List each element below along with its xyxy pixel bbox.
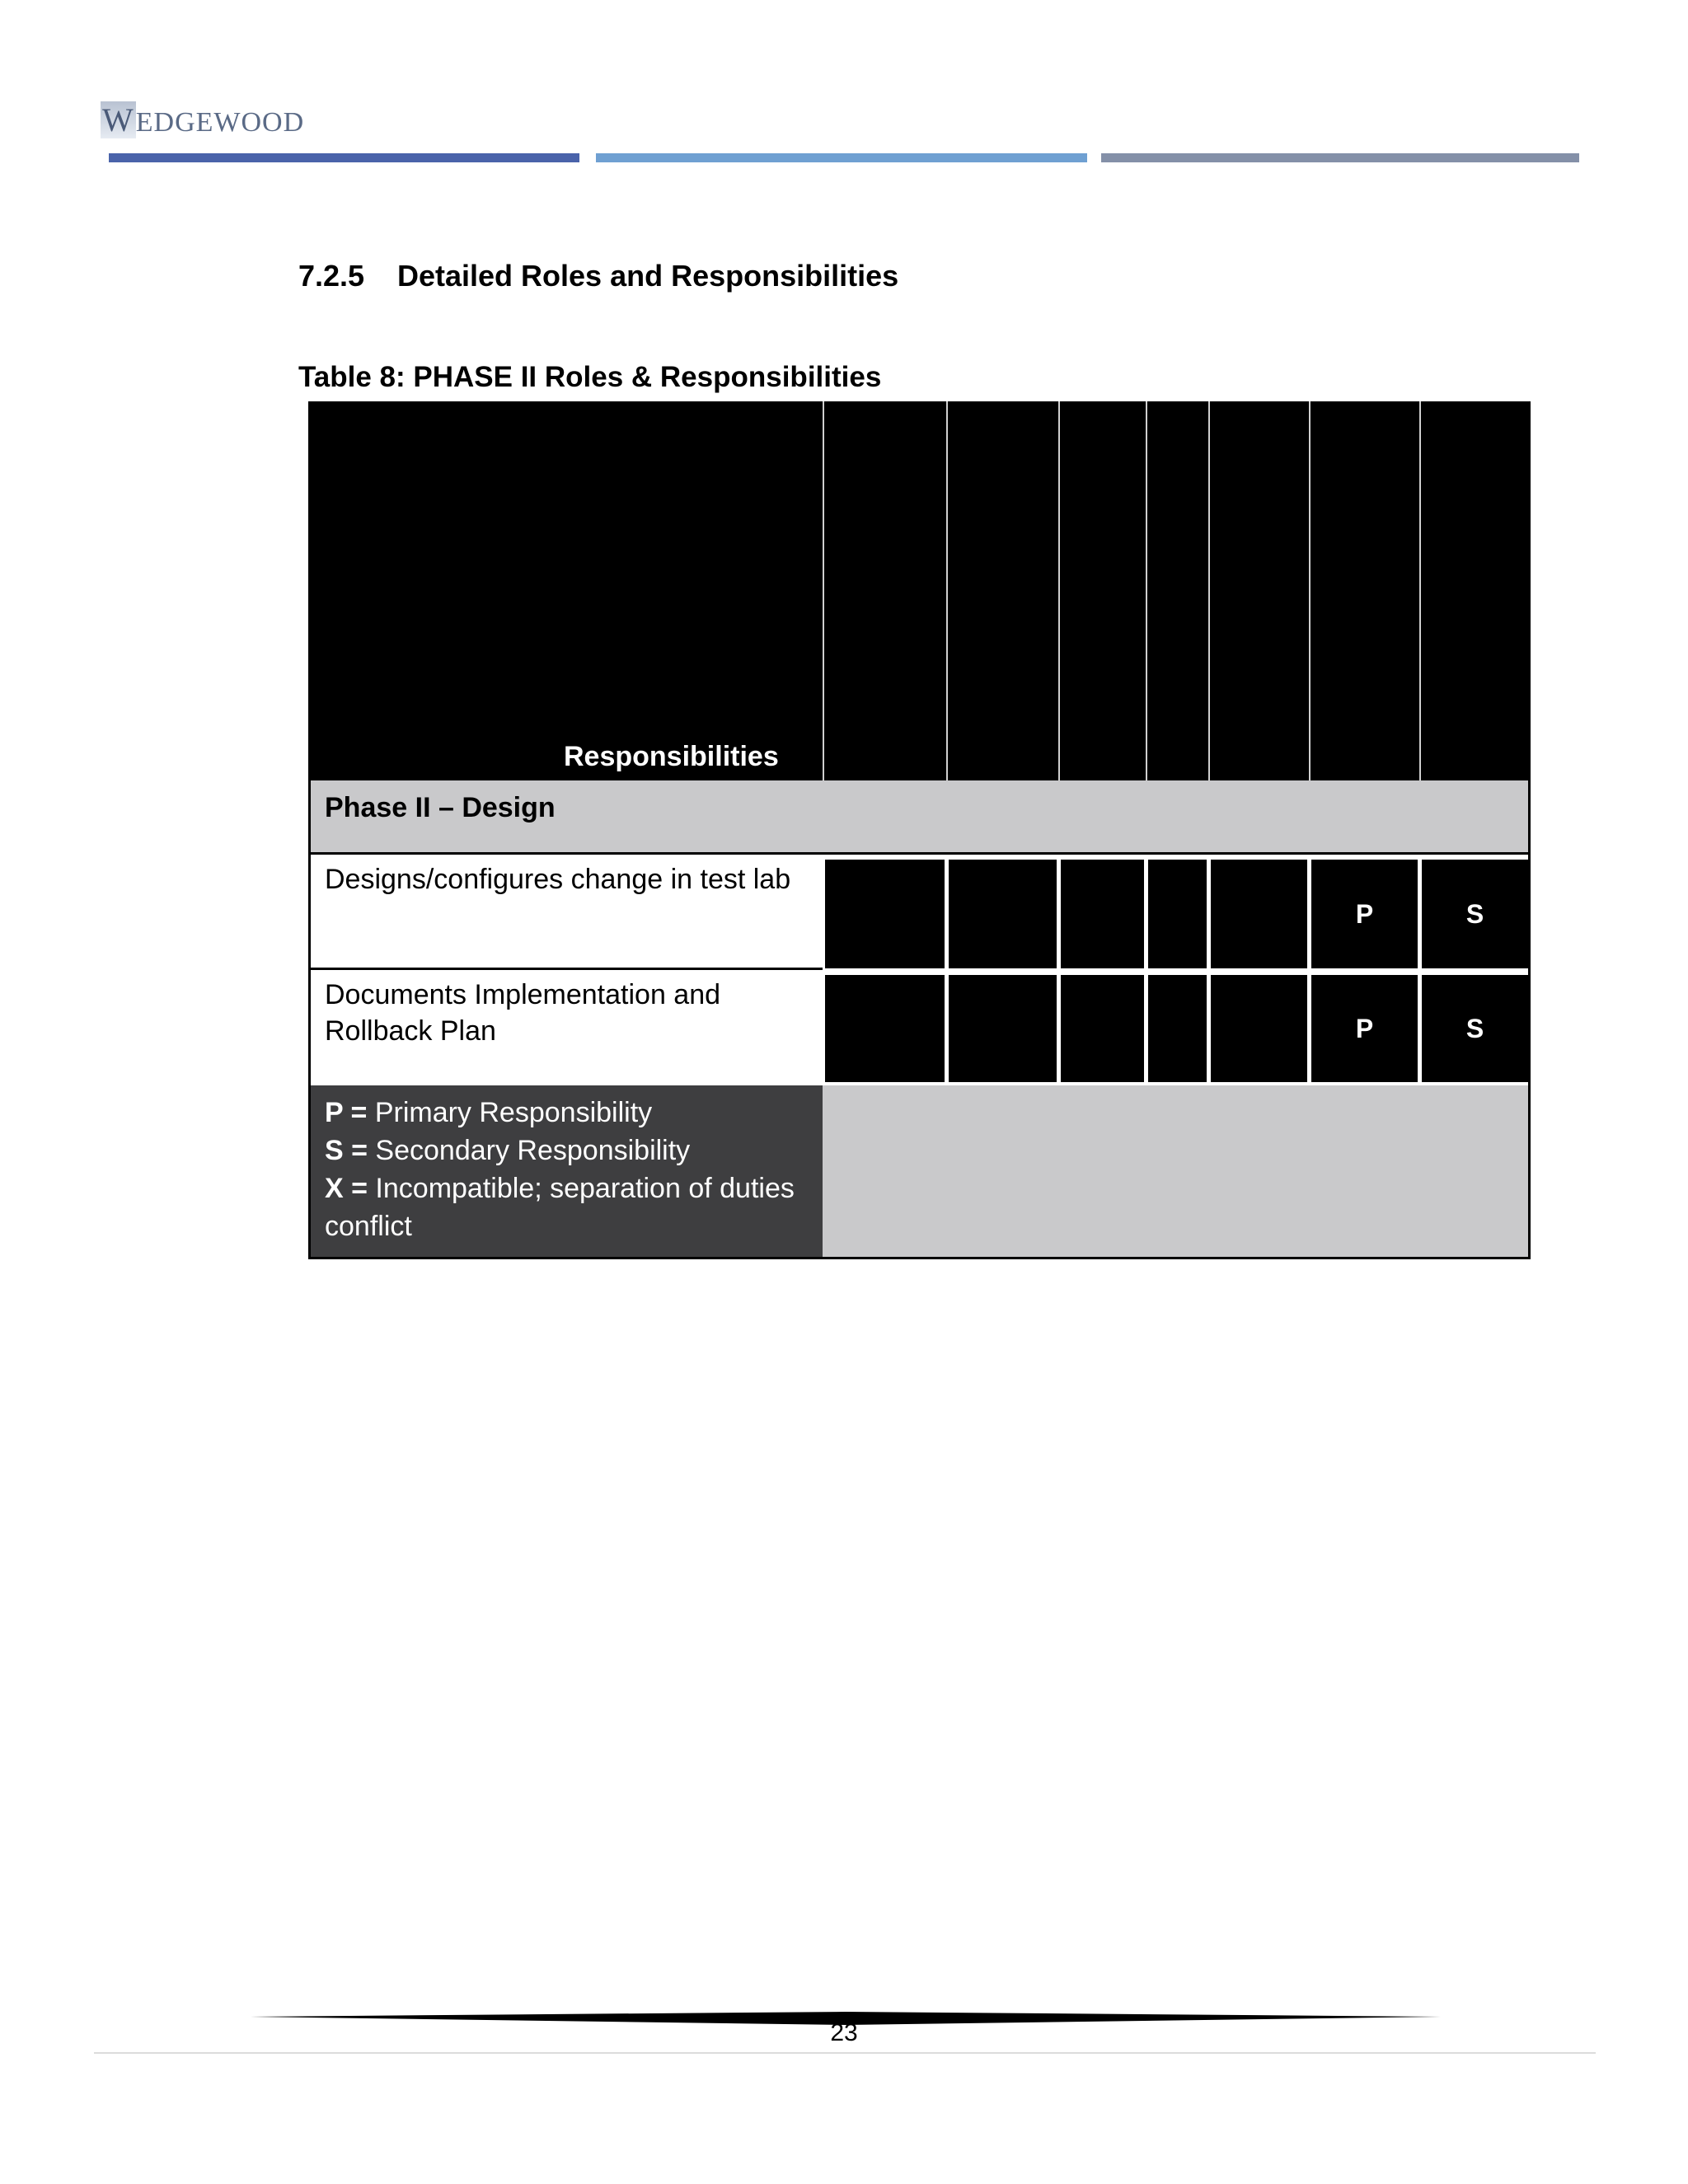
legend-item-incompatible [325, 1169, 819, 1207]
row-text-line: Documents Implementation and [325, 979, 721, 1010]
header-divider [823, 401, 824, 780]
header-rule-3 [1101, 153, 1579, 162]
legend-item-primary [325, 1094, 819, 1132]
table-left-border [308, 780, 311, 1259]
header-divider [1419, 401, 1421, 780]
table-caption: Table 8: PHASE II Roles & Responsibilities [298, 361, 882, 393]
table-header [308, 401, 1531, 780]
logo-initial: W [102, 101, 134, 138]
table-cell [1148, 975, 1207, 1082]
legend-key: P = [325, 1097, 368, 1128]
responsibilities-header: Responsibilities [564, 741, 779, 772]
header-divider [1146, 401, 1147, 780]
legend-text: Secondary Responsibility [367, 1135, 691, 1166]
row-text: Designs/configures change in test lab [325, 864, 791, 895]
table-right-border [1528, 780, 1531, 1259]
wedgewood-logo [101, 101, 304, 139]
section-heading [298, 259, 898, 293]
header-divider [1208, 401, 1210, 780]
roles-table [308, 401, 1531, 1259]
legend-key: X = [325, 1173, 368, 1204]
table-cell: P [1311, 975, 1418, 1082]
table-cell: P [1311, 860, 1418, 968]
phase-label: Phase II – Design [325, 792, 556, 823]
footer-line [94, 2052, 1596, 2054]
header-rule-2 [596, 153, 1087, 162]
header-rule-1 [109, 153, 579, 162]
table-cell: S [1422, 860, 1528, 968]
table-cell [1148, 860, 1207, 968]
table-cell [825, 975, 945, 1082]
row-text [325, 977, 803, 1049]
table-cell [1211, 975, 1307, 1082]
header-divider [1309, 401, 1311, 780]
header-divider [946, 401, 948, 780]
table-cell [949, 975, 1057, 1082]
legend-text: Primary Responsibility [367, 1097, 653, 1128]
row-text-line: Rollback Plan [325, 1015, 496, 1047]
legend-text: Incompatible; separation of duties [367, 1173, 795, 1204]
legend-panel [308, 1085, 823, 1257]
section-title: Detailed Roles and Responsibilities [397, 259, 899, 293]
page-number: 23 [830, 2019, 858, 2046]
table-cell [949, 860, 1057, 968]
legend-item-continued [325, 1207, 819, 1245]
table-cell [1061, 975, 1144, 1082]
phase-row [308, 780, 1531, 855]
table-cell [825, 860, 945, 968]
table-cell [1061, 860, 1144, 968]
legend-text: conflict [325, 1211, 412, 1242]
header-divider [1058, 401, 1060, 780]
table-cell [1211, 860, 1307, 968]
legend-key: S = [325, 1135, 368, 1166]
legend-row [308, 1085, 1531, 1259]
table-cell: S [1422, 975, 1528, 1082]
section-number: 7.2.5 [298, 259, 365, 293]
legend-item-secondary [325, 1132, 819, 1169]
logo-wordmark: EDGEWOOD [135, 107, 305, 138]
